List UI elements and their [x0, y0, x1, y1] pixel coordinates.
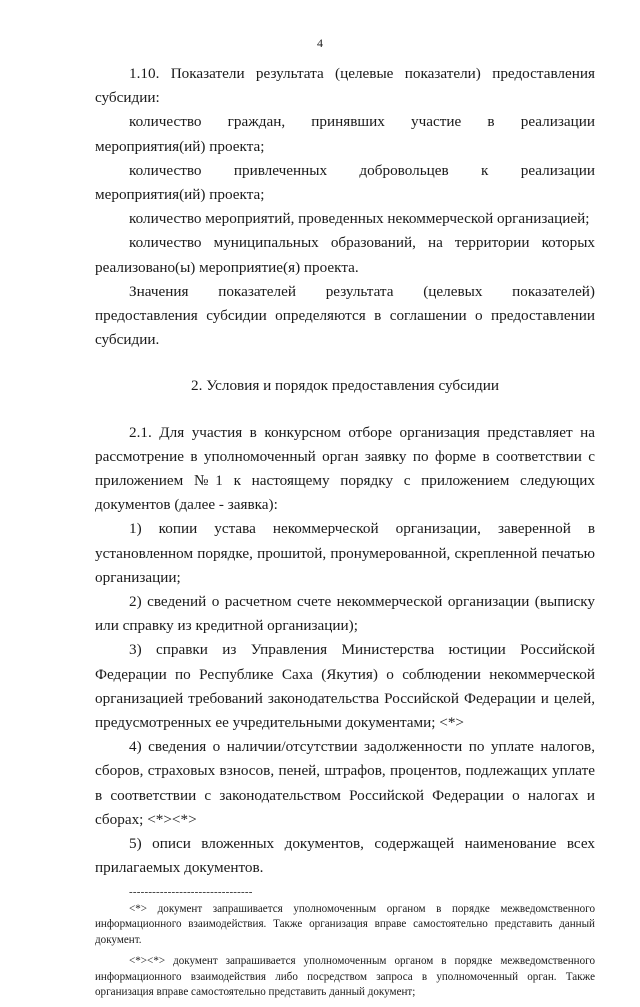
paragraph: 1.10. Показатели результата (целевые показатели) предоставления субсидии: [95, 65, 595, 107]
section-conditions [95, 421, 595, 881]
paragraph: количество муниципальных образований, на территории которых реализовано(ы) мероприятие(я) проекта. [95, 234, 595, 276]
page-number: 4 [317, 36, 323, 50]
footnote: <*><*> документ запрашивается уполномоченным органом в порядке межведомственного информационного взаимодействия либо посредством запроса в уполномоченный орган. Также организация вправе самостоятельно представить данный документ; [95, 955, 595, 999]
section-heading: 2. Условия и порядок предоставления субсидии [191, 377, 499, 395]
paragraph: Значения показателей результата (целевых показателей) предоставления субсидии определяются в соглашении о предоставлении субсидии. [95, 282, 595, 349]
list-item: 1) копии устава некоммерческой организации, заверенной в установленном порядке, прошитой, пронумерованной, скрепленной печатью организации; [95, 520, 595, 586]
paragraph: количество мероприятий, проведенных некоммерческой организацией; [129, 210, 590, 228]
list-item: 2) сведений о расчетном счете некоммерческой организации (выписку или справку из кредитной организации); [95, 593, 595, 635]
list-item: 4) сведения о наличии/отсутствии задолженности по уплате налогов, сборов, страховых взносов, пеней, штрафов, процентов, подлежащих уплате в соответствии с законодательством Российской Федерации о налогах и сборах; <*><*> [95, 738, 595, 828]
footnotes [95, 902, 595, 1002]
paragraph: количество граждан, принявших участие в реализации мероприятия(ий) проекта; [95, 113, 595, 155]
paragraph: 2.1. Для участия в конкурсном отборе организация представляет на рассмотрение в уполномоченный орган заявку по форме в соответствии с приложением №1 к настоящему порядку с приложением следующих документов (далее - заявка): [95, 423, 595, 514]
list-item: 3) справки из Управления Министерства юстиции Российской Федерации по Республике Саха (Якутия) о соблюдении некоммерческой организацией требований законодательства Российской Федерации и целей, предусмотренных ее учредительными документами; <*> [95, 641, 595, 732]
section-targets [95, 62, 595, 352]
list-item: 5) описи вложенных документов, содержащей наименование всех прилагаемых документов. [95, 835, 595, 877]
document-body [95, 62, 595, 1007]
footnote-separator: -------------------------------- [129, 885, 253, 898]
footnote: <*> документ запрашивается уполномоченным органом в порядке межведомственного информационного взаимодействия. Также организация вправе самостоятельно представить данный документ. [95, 902, 595, 946]
paragraph: количество привлеченных добровольцев к реализации мероприятия(ий) проекта; [95, 161, 595, 204]
